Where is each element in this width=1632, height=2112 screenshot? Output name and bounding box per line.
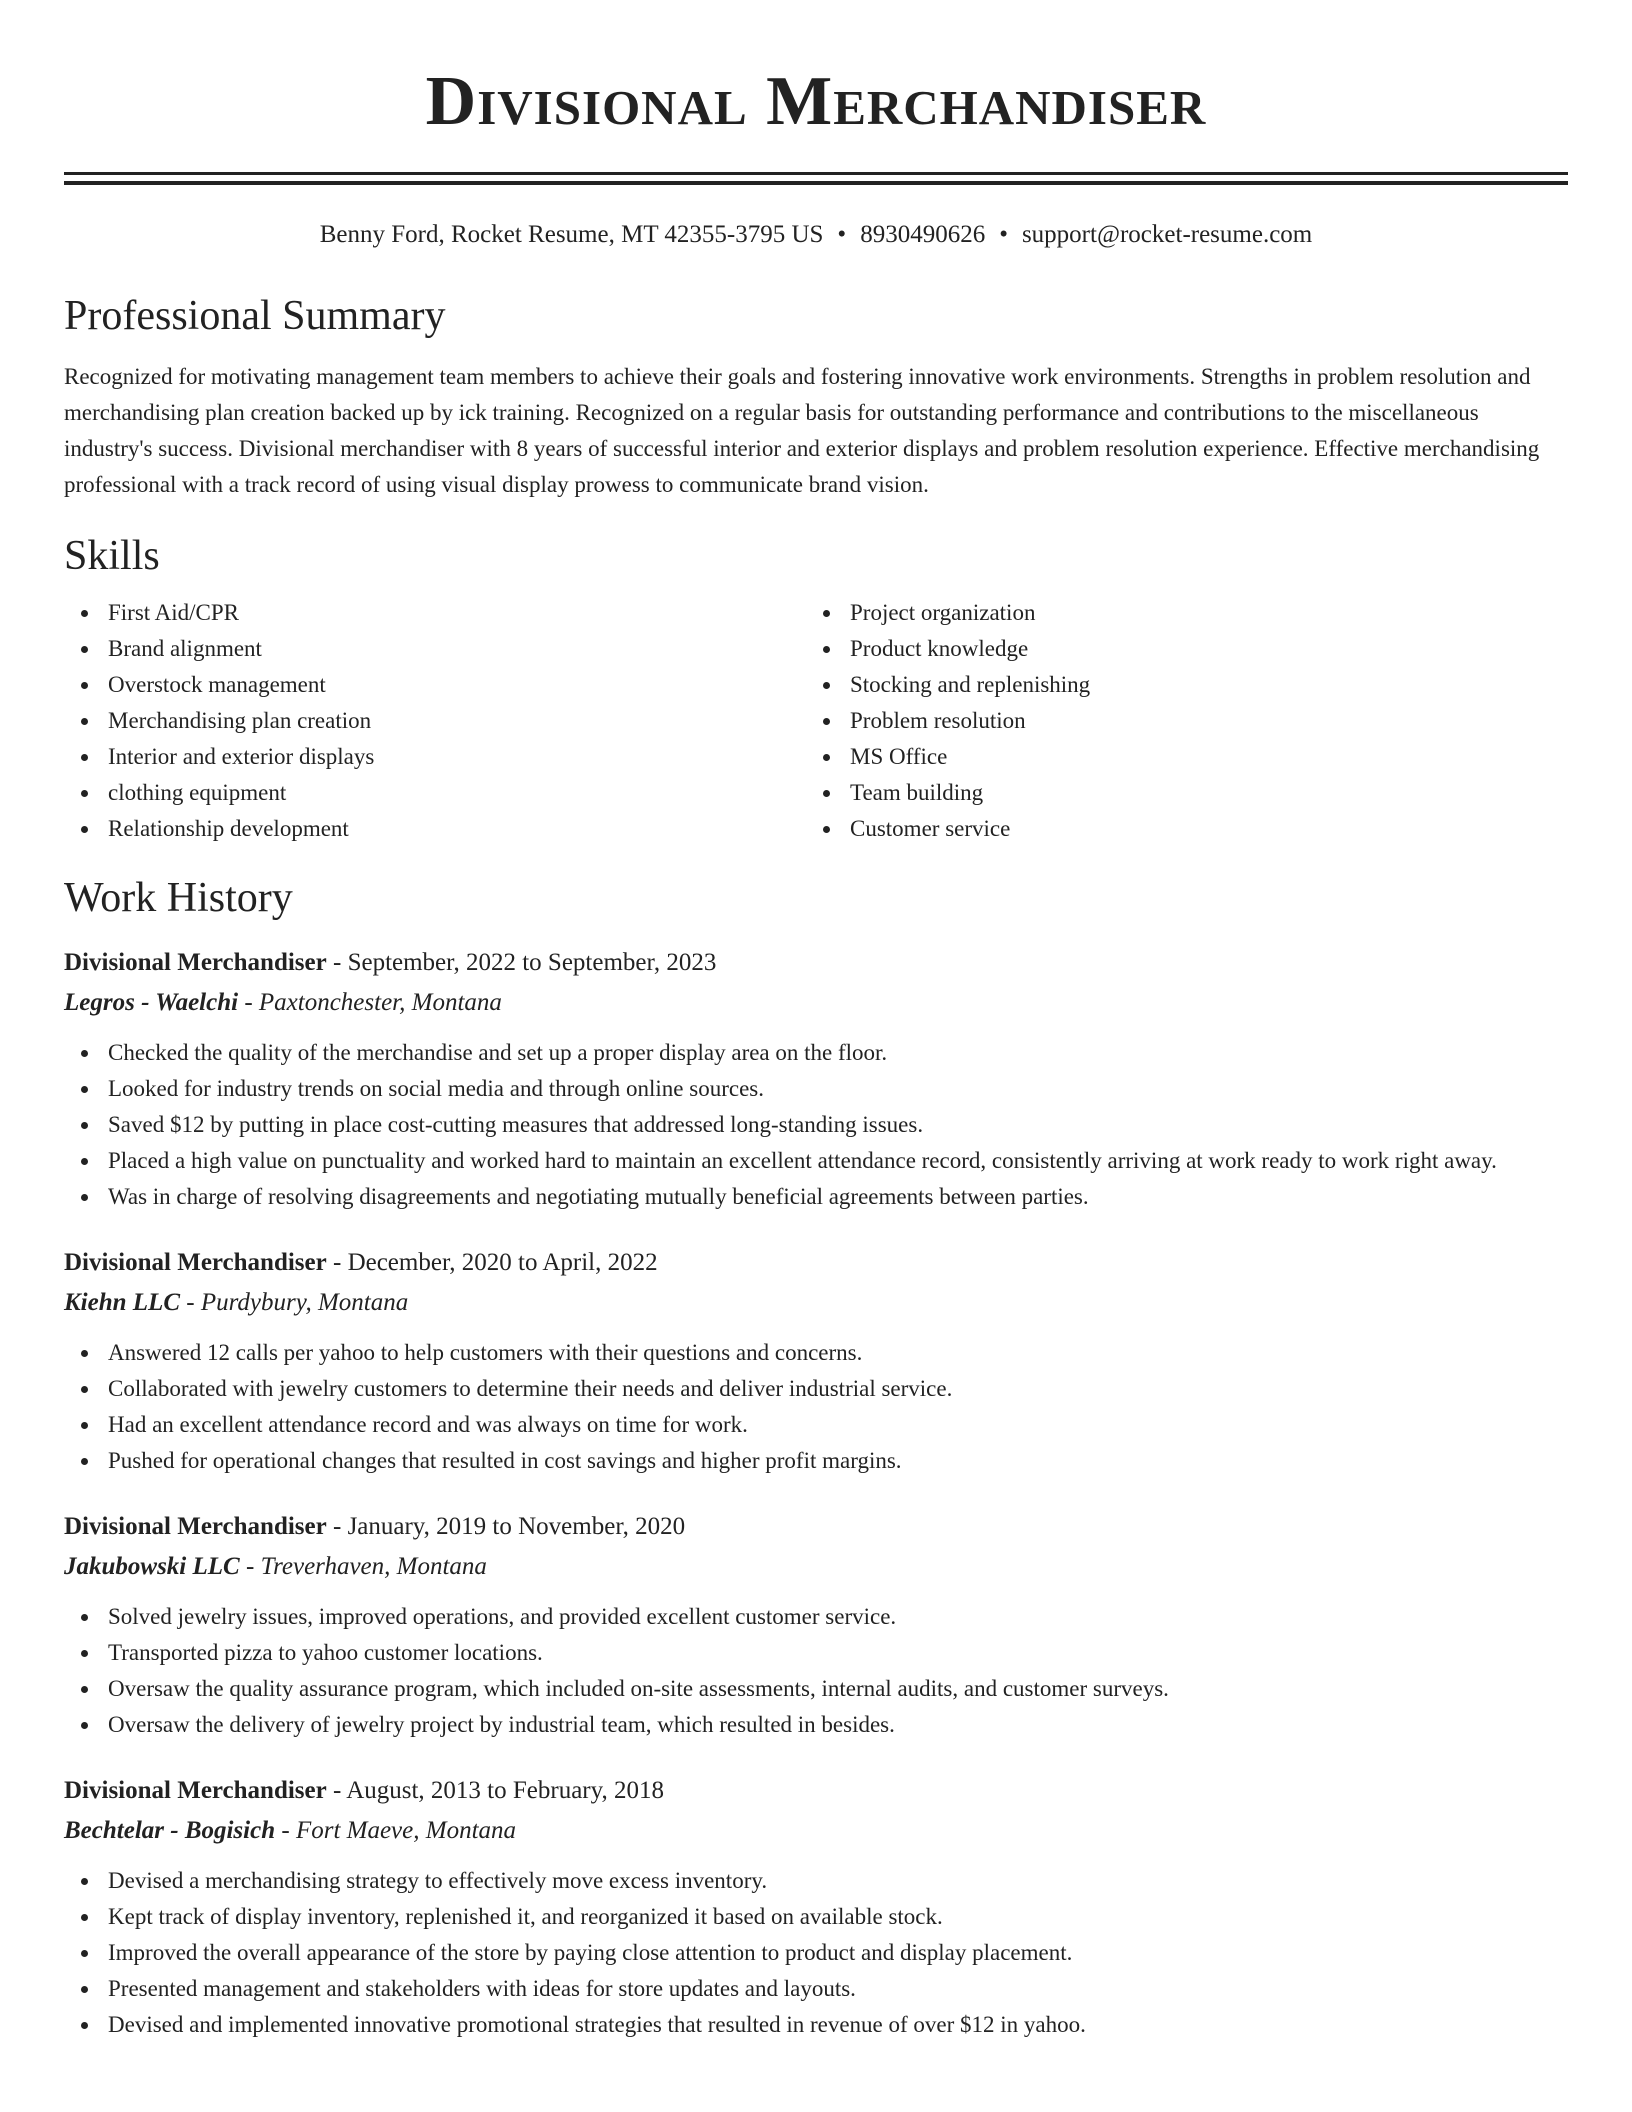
job-bullet: Devised a merchandising strategy to effectively move excess inventory.	[64, 1863, 1568, 1899]
job-company: Legros - Waelchi	[64, 989, 239, 1016]
job-bullet: Had an excellent attendance record and was always on time for work.	[64, 1407, 1568, 1443]
job-company-line	[64, 985, 1568, 1021]
job-bullet: Improved the overall appearance of the store by paying close attention to product and display placement.	[64, 1935, 1568, 1971]
skill-item: Relationship development	[64, 811, 806, 847]
job-dates: September, 2022 to September, 2023	[347, 949, 717, 976]
contact-separator: •	[999, 221, 1008, 248]
job-company: Kiehn LLC	[64, 1289, 180, 1316]
job-bullet: Was in charge of resolving disagreements and negotiating mutually beneficial agreements between parties.	[64, 1179, 1568, 1215]
job-bullet: Solved jewelry issues, improved operations, and provided excellent customer service.	[64, 1599, 1568, 1635]
job-entry	[64, 1245, 1568, 1479]
job-dates: August, 2013 to February, 2018	[346, 1777, 664, 1804]
job-title: Divisional Merchandiser	[64, 949, 327, 976]
skills-column-left	[64, 595, 806, 847]
job-bullets	[64, 1599, 1568, 1743]
skill-item: Stocking and replenishing	[806, 667, 1548, 703]
job-dates: January, 2019 to November, 2020	[347, 1513, 686, 1540]
contact-phone: 8930490626	[860, 221, 986, 248]
job-bullet: Placed a high value on punctuality and worked hard to maintain an excellent attendance record, consistently arriving at work ready to work right away.	[64, 1143, 1568, 1179]
job-company: Jakubowski LLC	[64, 1553, 240, 1580]
skill-item: Team building	[806, 775, 1548, 811]
job-title: Divisional Merchandiser	[64, 1249, 327, 1276]
job-entry	[64, 945, 1568, 1215]
job-title: Divisional Merchandiser	[64, 1777, 327, 1804]
job-location: Treverhaven, Montana	[260, 1553, 487, 1580]
resume-page	[64, 0, 1568, 2043]
skills-list	[64, 595, 1568, 847]
job-dash: -	[326, 1777, 347, 1804]
job-bullet: Presented management and stakeholders with ideas for store updates and layouts.	[64, 1971, 1568, 2007]
skill-item: MS Office	[806, 739, 1548, 775]
job-bullet: Answered 12 calls per yahoo to help customers with their questions and concerns.	[64, 1335, 1568, 1371]
job-bullet: Pushed for operational changes that resulted in cost savings and higher profit margins.	[64, 1443, 1568, 1479]
skill-item: First Aid/CPR	[64, 595, 806, 631]
job-bullet: Checked the quality of the merchandise and set up a proper display area on the floor.	[64, 1035, 1568, 1071]
job-dash: -	[180, 1289, 201, 1316]
job-dash: -	[238, 989, 259, 1016]
job-bullet: Transported pizza to yahoo customer locations.	[64, 1635, 1568, 1671]
job-dash: -	[326, 949, 348, 976]
contact-address: Benny Ford, Rocket Resume, MT 42355-3795 US	[319, 221, 824, 248]
job-bullet: Oversaw the delivery of jewelry project by industrial team, which resulted in besides.	[64, 1707, 1568, 1743]
skill-item: Project organization	[806, 595, 1548, 631]
skill-item: Interior and exterior displays	[64, 739, 806, 775]
skills-heading: Skills	[64, 533, 160, 579]
work-history-heading: Work History	[64, 875, 293, 921]
job-bullet: Kept track of display inventory, replenished it, and reorganized it based on available stock.	[64, 1899, 1568, 1935]
job-location: Purdybury, Montana	[200, 1289, 409, 1316]
contact-separator: •	[837, 221, 847, 248]
job-dash: -	[326, 1513, 348, 1540]
job-title-line	[64, 1773, 1568, 1809]
contact-line	[64, 219, 1568, 251]
skill-item: Customer service	[806, 811, 1548, 847]
job-company-line	[64, 1549, 1568, 1585]
summary-heading: Professional Summary	[64, 293, 446, 339]
job-dash: -	[275, 1817, 296, 1844]
job-title-line	[64, 945, 1568, 981]
job-dates: December, 2020 to April, 2022	[347, 1249, 658, 1276]
skill-item: clothing equipment	[64, 775, 806, 811]
job-bullet: Looked for industry trends on social media and through online sources.	[64, 1071, 1568, 1107]
skill-item: Problem resolution	[806, 703, 1548, 739]
job-title: Divisional Merchandiser	[64, 1513, 327, 1540]
summary-text: Recognized for motivating management team members to achieve their goals and fostering innovative work environments. Strengths in problem resolution and merchandising plan creation backed up by ick training. Recognized on a regular basis for outstanding performance and contributions to the miscellaneous industry's success. Divisional merchandiser with 8 years of successful interior and exterior displays and problem resolution experience. Effective merchandising professional with a track record of using visual display prowess to communicate brand vision.	[64, 364, 1540, 497]
job-bullets	[64, 1863, 1568, 2043]
job-entry	[64, 1509, 1568, 1743]
job-bullets	[64, 1335, 1568, 1479]
job-location: Paxtonchester, Montana	[258, 989, 502, 1016]
skills-column-right	[806, 595, 1548, 847]
job-bullet: Saved $12 by putting in place cost-cutting measures that addressed long-standing issues.	[64, 1107, 1568, 1143]
job-dash: -	[239, 1553, 261, 1580]
job-bullet: Collaborated with jewelry customers to determine their needs and deliver industrial service.	[64, 1371, 1568, 1407]
job-company: Bechtelar - Bogisich	[64, 1817, 276, 1844]
skill-item: Brand alignment	[64, 631, 806, 667]
skill-item: Product knowledge	[806, 631, 1548, 667]
contact-email: support@rocket-resume.com	[1021, 221, 1313, 248]
job-title-line	[64, 1245, 1568, 1281]
header-rule-bottom	[64, 181, 1568, 185]
job-bullet: Oversaw the quality assurance program, which included on-site assessments, internal audits, and customer surveys.	[64, 1671, 1568, 1707]
job-title-line	[64, 1509, 1568, 1545]
job-dash: -	[326, 1249, 348, 1276]
job-bullets	[64, 1035, 1568, 1215]
skill-item: Merchandising plan creation	[64, 703, 806, 739]
job-location: Fort Maeve, Montana	[295, 1817, 517, 1844]
job-company-line	[64, 1813, 1568, 1849]
job-entry	[64, 1773, 1568, 2043]
resume-name-heading: Divisional Merchandiser	[425, 63, 1207, 140]
skill-item: Overstock management	[64, 667, 806, 703]
job-company-line	[64, 1285, 1568, 1321]
job-bullet: Devised and implemented innovative promotional strategies that resulted in revenue of over $12 in yahoo.	[64, 2007, 1568, 2043]
header-rule-top	[64, 172, 1568, 175]
